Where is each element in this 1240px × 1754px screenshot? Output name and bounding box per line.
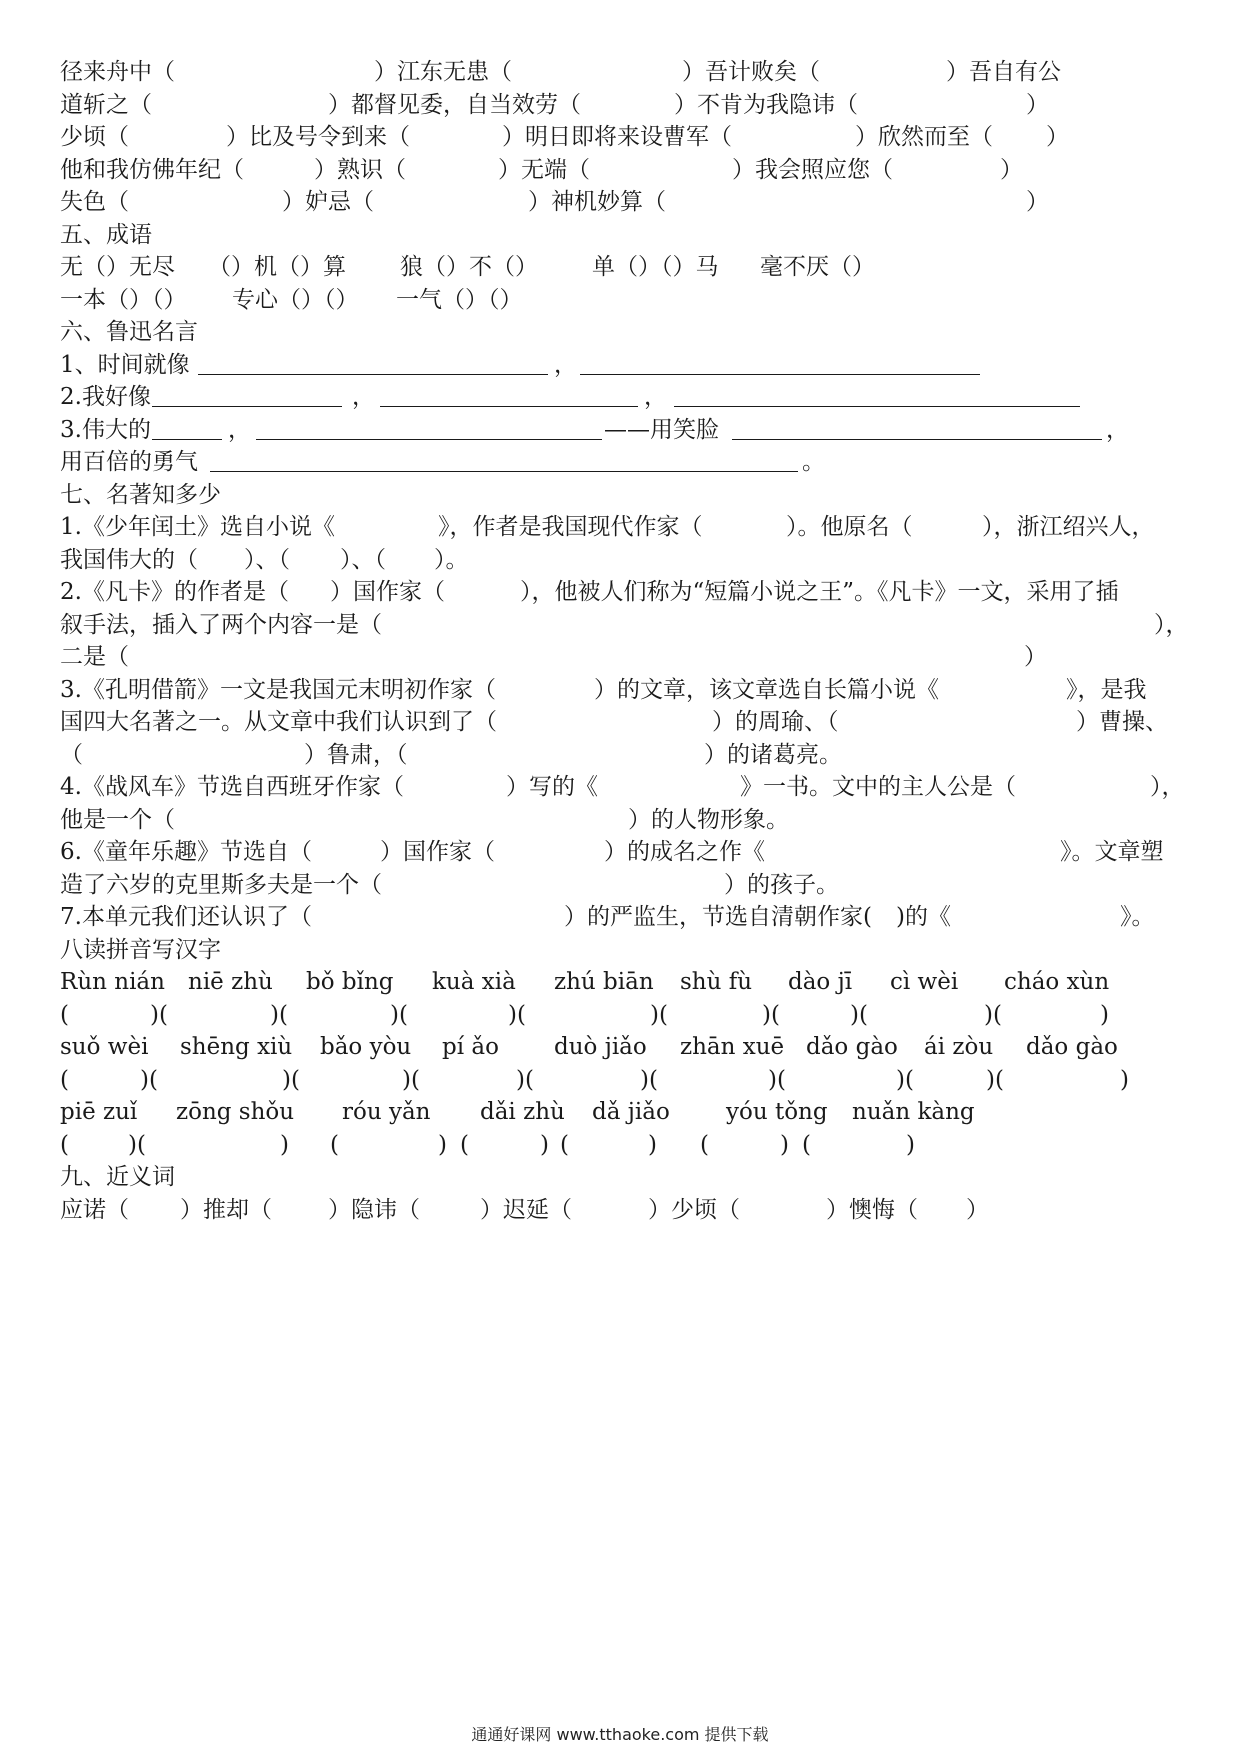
classic-text: 1.《少年闰土》选自小说《 [60, 514, 335, 540]
classic-line-5 [60, 641, 1190, 674]
explain-line-1 [60, 56, 1190, 89]
explain-text: ）都督见委，自当效劳（ [328, 91, 581, 118]
explain-text: ）吾计败矣（ [682, 59, 820, 85]
classic-text: ）。 [434, 546, 469, 573]
section-heading: 九、近义词 [60, 1164, 175, 1190]
pinyin-word: shù fù [680, 969, 753, 995]
answer-paren[interactable]: ) [540, 1131, 549, 1158]
synonym-item: 应诺（ [60, 1196, 129, 1223]
idiom-row-2 [60, 284, 1190, 317]
quote-text: 2.我好像 [60, 384, 151, 410]
classic-text: ）的诸葛亮。 [704, 741, 842, 768]
explain-line-3 [60, 121, 1190, 154]
explain-text: ） [1026, 189, 1049, 215]
pinyin-word: kuà xià [432, 969, 516, 995]
explain-text: ）欣然而至（ [855, 124, 993, 150]
quote-text: ， [1106, 416, 1129, 443]
classic-line-2 [60, 544, 1190, 577]
answer-paren[interactable]: )( [270, 1001, 288, 1028]
pinyin-word: suǒ wèi [60, 1034, 149, 1060]
answer-paren[interactable]: )( [984, 1001, 1002, 1028]
answer-paren[interactable]: )( [402, 1066, 420, 1093]
classic-text: ）。他原名（ [786, 514, 913, 540]
answer-blank[interactable] [198, 374, 548, 375]
answer-paren[interactable]: )( [516, 1066, 534, 1093]
answer-blank[interactable] [732, 439, 1102, 440]
answer-blank[interactable] [152, 406, 342, 407]
pinyin-word: ái zòu [924, 1034, 994, 1060]
synonym-item: ）迟延（ [480, 1196, 572, 1223]
answer-paren[interactable]: )( [640, 1066, 658, 1093]
answer-blank[interactable] [580, 374, 980, 375]
answer-paren[interactable]: )( [650, 1001, 668, 1028]
explain-text: ）吾自有公 [946, 59, 1061, 85]
classic-text: ）的成名之作《 [604, 839, 765, 865]
pinyin-word: nuǎn kàng [852, 1099, 975, 1125]
classic-line-13 [60, 901, 1190, 934]
explain-text: ）明日即将来设曹军（ [502, 124, 732, 150]
explain-text: ）江东无患（ [374, 59, 512, 85]
classic-text: 》，是我 [1066, 676, 1147, 703]
section-heading: 八读拼音写汉字 [60, 936, 221, 963]
classic-text: 7.本单元我们还认识了（ [60, 904, 312, 930]
classic-text: ）写的《 [506, 774, 598, 800]
answer-paren[interactable]: ( [700, 1131, 709, 1158]
answer-paren[interactable]: )( [282, 1066, 300, 1093]
answer-paren[interactable]: ) [438, 1131, 447, 1158]
pinyin-row-1 [60, 966, 1190, 999]
explain-text: ）比及号令到来（ [226, 124, 410, 150]
answer-paren[interactable]: ( [560, 1131, 569, 1158]
pinyin-word: dǎo gào [806, 1034, 898, 1060]
answer-paren[interactable]: ( [60, 1066, 69, 1093]
classic-line-12 [60, 869, 1190, 902]
classic-text: 》，作者是我国现代作家（ [438, 514, 703, 540]
quote-text: 1、时间就像 [60, 351, 190, 378]
answer-paren[interactable]: )( [762, 1001, 780, 1028]
classic-line-1 [60, 511, 1190, 544]
explain-text: ）无端（ [498, 156, 590, 183]
classic-text: ）的孩子。 [724, 871, 839, 898]
explain-text: ）不肯为我隐讳（ [674, 91, 858, 118]
pinyin-word: zōng shǒu [176, 1099, 295, 1125]
explain-text: 道斩之（ [60, 91, 152, 118]
explain-text: 失色（ [60, 189, 129, 215]
explain-text: ）妒忌（ [282, 189, 374, 215]
explain-text: 少顷（ [60, 124, 129, 150]
quote-line-4 [60, 446, 1190, 479]
classic-text: ）的文章，该文章选自长篇小说《 [594, 676, 939, 703]
answer-blank[interactable] [380, 406, 638, 407]
classic-text: ）国作家（ [330, 579, 445, 605]
classic-text: ）的周瑜、（ [712, 709, 839, 735]
classic-text: 》。文章塑 [1060, 839, 1164, 865]
section-8-heading [60, 934, 1190, 967]
section-9-heading [60, 1161, 1190, 1194]
section-heading: 五、成语 [60, 221, 152, 248]
answer-paren[interactable]: ( [460, 1131, 469, 1158]
classic-text: 国四大名著之一。从文章中我们认识到了（ [60, 709, 497, 735]
quote-text: 。 [802, 449, 825, 475]
section-7-heading [60, 479, 1190, 512]
classic-text: 3.《孔明借箭》一文是我国元末明初作家（ [60, 676, 496, 703]
classic-text: 6.《童年乐趣》节选自（ [60, 839, 312, 865]
pinyin-row-2 [60, 1031, 1190, 1064]
answer-row-2 [60, 1064, 1190, 1097]
explain-line-5 [60, 186, 1190, 219]
answer-paren[interactable]: ) [1100, 1001, 1109, 1028]
idiom-row-1 [60, 251, 1190, 284]
classic-text: ）国作家（ [380, 839, 495, 865]
quote-text: ， [554, 351, 577, 378]
answer-paren[interactable]: )( [150, 1001, 168, 1028]
answer-paren[interactable]: )( [390, 1001, 408, 1028]
synonym-row [60, 1194, 1190, 1227]
classic-line-6 [60, 674, 1190, 707]
answer-paren[interactable]: ) [780, 1131, 789, 1158]
classic-text: 》一书。文中的主人公是（ [740, 774, 1016, 800]
idiom-item: 一本（）（） [60, 286, 187, 313]
answer-row-3 [60, 1129, 1190, 1162]
answer-paren[interactable]: ( [330, 1131, 339, 1158]
classic-text: ）鲁肃，（ [304, 741, 408, 768]
classic-text: ） [1024, 644, 1047, 670]
classic-text: 他是一个（ [60, 806, 175, 833]
page-footer: 通通好课网 www.tthaoke.com 提供下载 [471, 1725, 769, 1744]
classic-text: ）， [1154, 611, 1189, 638]
answer-paren[interactable]: ) [648, 1131, 657, 1158]
explain-line-4 [60, 154, 1190, 187]
answer-paren[interactable]: ) [280, 1131, 289, 1158]
synonym-item: ）懊悔（ [826, 1196, 918, 1223]
answer-paren[interactable]: )( [850, 1001, 868, 1028]
pinyin-word: dǎo gào [1026, 1034, 1118, 1060]
classic-text: 4.《战风车》节选自西班牙作家（ [60, 774, 404, 800]
explain-text: 他和我仿佛年纪（ [60, 156, 244, 183]
quote-text: ， [352, 384, 375, 410]
synonym-item: ） [966, 1196, 989, 1223]
classic-text: ），他被人们称为“短篇小说之王”。《凡卡》一文，采用了插 [520, 579, 1119, 605]
explain-text: ）我会照应您（ [732, 156, 893, 183]
answer-blank[interactable] [674, 406, 1080, 407]
pinyin-word: bǒ bǐng [306, 969, 394, 995]
classic-text: 造了六岁的克里斯多夫是一个（ [60, 871, 382, 898]
pinyin-row-3 [60, 1096, 1190, 1129]
answer-paren[interactable]: ( [60, 1001, 69, 1028]
idiom-item: 一气（）（） [396, 286, 523, 313]
pinyin-word: cháo xùn [1004, 969, 1110, 995]
classic-text: 叙手法，插入了两个内容一是（ [60, 611, 382, 638]
classic-text: 二是（ [60, 644, 129, 670]
classic-line-10 [60, 804, 1190, 837]
idiom-item: （）机（）算 [208, 254, 346, 280]
pinyin-word: yóu tǒng [726, 1099, 828, 1125]
answer-paren[interactable]: )( [768, 1066, 786, 1093]
answer-blank[interactable] [210, 471, 798, 472]
pinyin-word: dǎ jiǎo [592, 1099, 670, 1125]
idiom-item: 单（）（）马 [592, 254, 719, 280]
answer-row-1 [60, 999, 1190, 1032]
answer-paren[interactable]: )( [986, 1066, 1004, 1093]
quote-text: 用百倍的勇气 [60, 449, 198, 475]
idiom-item: 毫不厌（） [760, 254, 875, 280]
quote-text: ， [228, 416, 251, 443]
quote-text: 3.伟大的 [60, 416, 151, 443]
pinyin-word: Rùn nián [60, 969, 165, 995]
idiom-item: 狼（）不（） [400, 254, 538, 280]
classic-text: ）的严监生，节选自清朝作家( [564, 904, 872, 930]
classic-text: ）曹操、 [1076, 709, 1168, 735]
classic-text: （ [60, 741, 83, 768]
classic-text: 2.《凡卡》的作者是（ [60, 579, 289, 605]
classic-text: ），浙江绍兴人， [982, 514, 1155, 540]
synonym-item: ）少顷（ [648, 1196, 740, 1223]
quote-text: ——用笑脸 [604, 416, 719, 443]
classic-line-4 [60, 609, 1190, 642]
quote-text: ， [644, 384, 667, 410]
explain-line-2 [60, 89, 1190, 122]
classic-line-7 [60, 706, 1190, 739]
pinyin-word: bǎo yòu [320, 1034, 412, 1060]
answer-paren[interactable]: ( [802, 1131, 811, 1158]
explain-text: ） [1000, 156, 1023, 183]
classic-text: ）的人物形象。 [628, 806, 789, 833]
section-heading: 六、鲁迅名言 [60, 319, 198, 345]
answer-paren[interactable]: )( [896, 1066, 914, 1093]
pinyin-word: piē zuǐ [60, 1099, 138, 1125]
section-heading: 七、名著知多少 [60, 481, 221, 508]
section-5-heading [60, 219, 1190, 252]
idiom-item: 专心（）（） [232, 286, 359, 313]
explain-text: ）熟识（ [314, 156, 406, 183]
explain-text: ）神机妙算（ [528, 189, 666, 215]
idiom-item: 无（）无尽 [60, 254, 175, 280]
classic-text: 我国伟大的（ [60, 546, 198, 573]
pinyin-word: cì wèi [890, 969, 959, 995]
section-6-heading [60, 316, 1190, 349]
synonym-item: ）推却（ [180, 1196, 272, 1223]
answer-blank[interactable] [152, 439, 222, 440]
answer-paren[interactable]: )( [128, 1131, 146, 1158]
explain-text: ） [1046, 124, 1069, 150]
pinyin-word: zhú biān [554, 969, 654, 995]
classic-line-3 [60, 576, 1190, 609]
answer-paren[interactable]: )( [140, 1066, 158, 1093]
synonym-item: ）隐讳（ [328, 1196, 420, 1223]
pinyin-word: zhān xuē [680, 1034, 785, 1060]
pinyin-word: duò jiǎo [554, 1034, 647, 1060]
classic-text: 》。 [1120, 904, 1155, 930]
worksheet-page [60, 56, 1190, 1226]
answer-paren[interactable]: )( [508, 1001, 526, 1028]
classic-line-8 [60, 739, 1190, 772]
explain-text: ） [1026, 91, 1049, 118]
classic-text: ）， [1150, 774, 1185, 800]
answer-paren[interactable]: ) [906, 1131, 915, 1158]
classic-text: ）、（ [244, 546, 290, 573]
pinyin-word: niē zhù [188, 969, 273, 995]
quote-line-1 [60, 349, 1190, 382]
quote-line-2 [60, 381, 1190, 414]
pinyin-word: shēng xiù [180, 1034, 293, 1060]
answer-paren[interactable]: ( [60, 1131, 69, 1158]
explain-text: 径来舟中（ [60, 59, 175, 85]
answer-blank[interactable] [256, 439, 602, 440]
pinyin-word: pí ǎo [442, 1034, 499, 1060]
classic-line-9 [60, 771, 1190, 804]
classic-text: )的《 [896, 904, 951, 930]
pinyin-word: róu yǎn [342, 1099, 431, 1125]
answer-paren[interactable]: ) [1120, 1066, 1129, 1093]
pinyin-word: dǎi zhù [480, 1099, 565, 1125]
quote-line-3 [60, 414, 1190, 447]
pinyin-word: dào jī [788, 969, 853, 995]
classic-line-11 [60, 836, 1190, 869]
classic-text: ）、（ [340, 546, 386, 573]
